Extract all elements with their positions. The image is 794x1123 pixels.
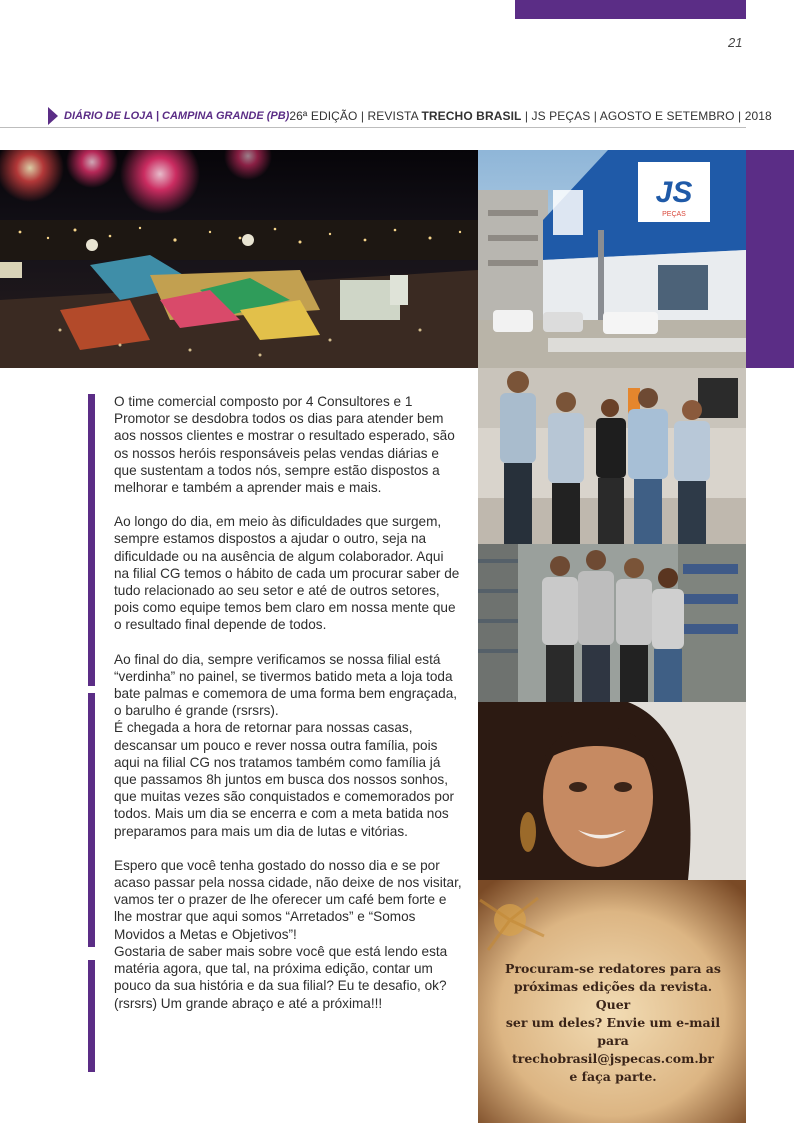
card-line: ser um deles? Envie um e-mail — [505, 1015, 721, 1030]
card-line: Procuram-se redatores para as — [505, 961, 721, 976]
store-sign-sub: PEÇAS — [662, 211, 686, 218]
writers-call-card — [478, 880, 746, 1123]
section-title: DIÁRIO DE LOJA | CAMPINA GRANDE (PB) — [64, 110, 290, 122]
paragraph-accent-bar — [88, 960, 95, 1072]
edition-details: | JS PEÇAS | AGOSTO E SETEMBRO | 2018 — [521, 109, 772, 123]
card-line: e faça parte. — [569, 1069, 657, 1084]
festival-night-photo — [0, 150, 478, 368]
top-accent-bar — [515, 0, 746, 19]
article-paragraph: Ao longo do dia, em meio às dificuldades que surgem, sempre estamos dispostos a ajudar o outro, seja na dificuldade ou na ausência de algum colaborador. Aqui na filial CG temos o hábito de cada um procurar saber de tudo relacionado ao seu setor e até de outros setores, pois como equipe temos bem claro em nossa mente que o resultado final depende de todos. — [114, 514, 460, 633]
team-photo-office — [478, 368, 746, 544]
side-accent-bar — [746, 150, 794, 368]
team-photo-warehouse — [478, 544, 746, 702]
paragraph-accent-bar — [88, 394, 95, 686]
store-facade-photo — [478, 150, 746, 368]
article-paragraph: É chegada a hora de retornar para nossas casas, descansar um pouco e rever nossa outra família, pois aqui na filial CG nos tratamos também como família já que passamos 8h juntos em busca dos nossos sonhos, que muitas vezes são conquistados e comemorados por todos. Mais um dia se encerra e com a meta batida nos preparamos para mais um dia de lutas e vitórias. — [114, 720, 455, 839]
page-number: 21 — [728, 35, 743, 50]
magazine-name: TRECHO BRASIL — [421, 109, 522, 123]
paragraph-accent-bar — [88, 693, 95, 947]
card-email: para trechobrasil@jspecas.com.br — [511, 1033, 714, 1066]
selfie-photo — [478, 702, 746, 880]
running-header — [48, 104, 772, 128]
store-sign-logo: JS — [655, 176, 693, 209]
article-paragraph: Ao final do dia, sempre verificamos se nossa filial está “verdinha” no painel, se tivermos batido meta a loja toda bate palmas e comemora de uma forma bem engraçada, o barulho é grande (rsrsrs). — [114, 651, 458, 719]
edition-number: 26ª EDIÇÃO | REVISTA — [289, 109, 422, 123]
header-arrow-icon — [48, 107, 58, 125]
card-line: próximas edições da revista. Quer — [513, 979, 713, 1012]
edition-info — [289, 109, 771, 123]
header-divider — [0, 127, 746, 128]
card-message — [498, 960, 728, 1086]
article-body — [114, 393, 462, 1029]
article-paragraph: Espero que você tenha gostado do nosso dia e se por acaso passar pela nossa cidade, não deixe de nos visitar, vamos ter o prazer de lhe oferecer um café bem forte e lhe mostrar que aqui somos “Arretados” e “Somos Movidos a Metas e Objetivos”! — [114, 857, 462, 942]
article-paragraph: Gostaria de saber mais sobre você que está lendo esta matéria agora, que tal, na próxima edição, contar um pouco da sua história e da sua filial? Eu te desafio, ok? (rsrsrs) Um grande abraço e até a próxima!!! — [114, 943, 448, 1011]
article-paragraph: O time comercial composto por 4 Consultores e 1 Promotor se desdobra todos os dias para atender bem aos nossos clientes e mostrar o resultado esperado, são os nossos heróis responsáveis pelas vendas diárias e que sustentam a todos nós, sempre estão dispostos a melhorar e também a aprender mais e mais. — [114, 394, 455, 496]
